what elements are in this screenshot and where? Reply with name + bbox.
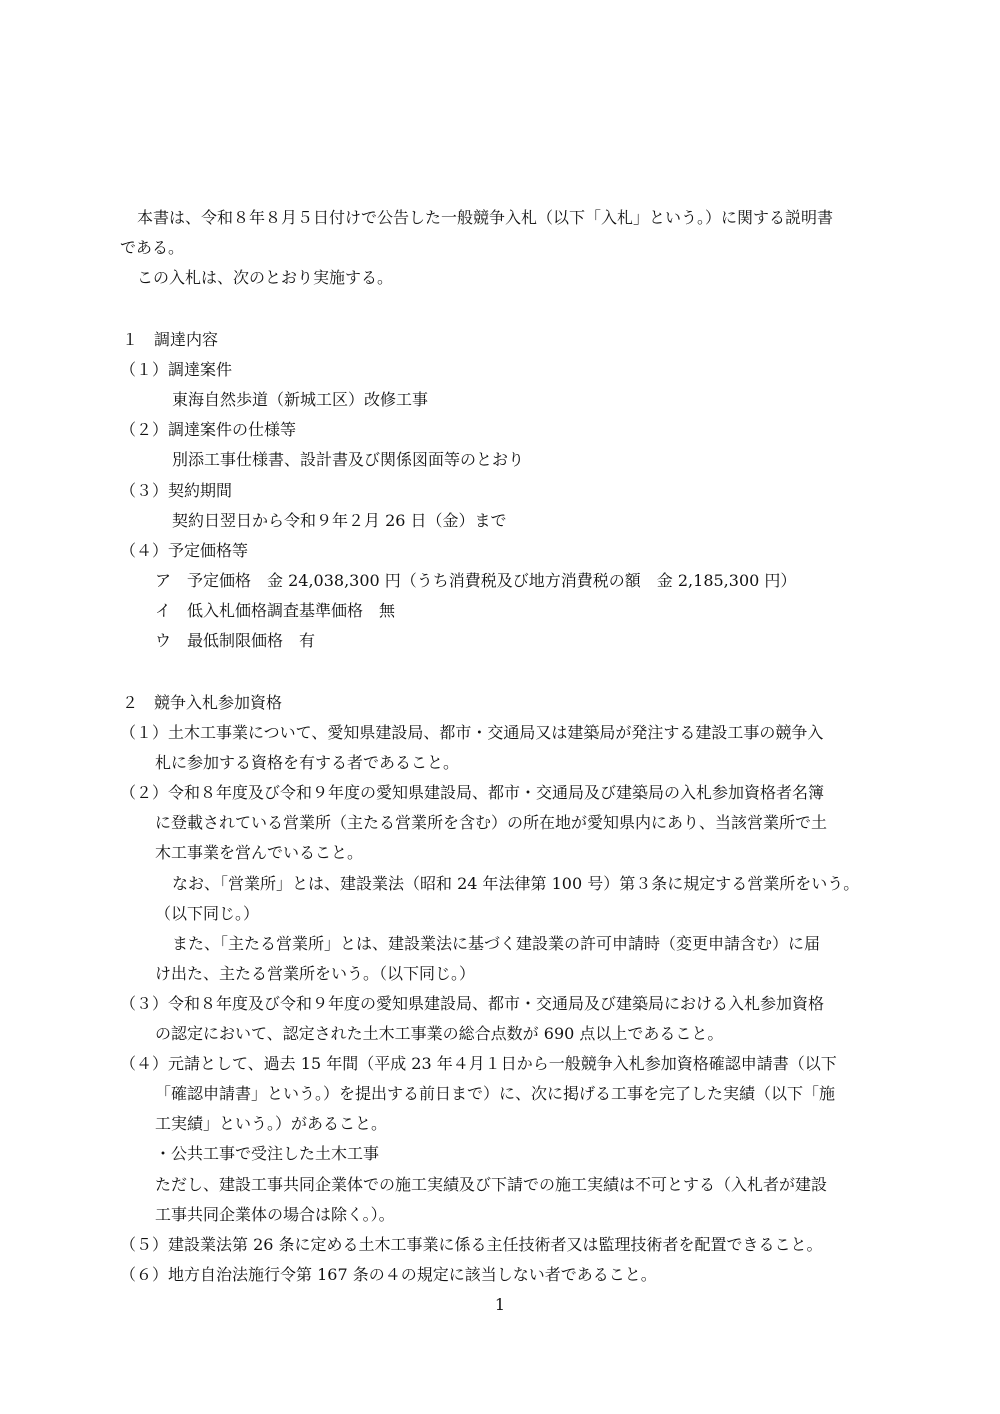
section-1-item-2-title: （２）調達案件の仕様等 [120, 420, 297, 439]
section-2-item-1-line-2: 札に参加する資格を有する者であること。 [155, 753, 460, 772]
section-2-item-2-line-3: 木工事業を営んでいること。 [155, 843, 364, 862]
section-1-item-3-title: （３）契約期間 [120, 481, 233, 500]
section-2-item-3-line-2: の認定において、認定された土木工事業の総合点数が 690 点以上であること。 [155, 1024, 724, 1043]
section-2-heading: ２ 競争入札参加資格 [122, 693, 283, 712]
section-2-item-4-line-3: 工実績」という。）があること。 [155, 1114, 388, 1133]
section-2-item-2-line-7: け出た、主たる営業所をいう。（以下同じ。） [155, 964, 476, 983]
section-2-item-3-line-1: （３）令和８年度及び令和９年度の愛知県建設局、都市・交通局及び建築局における入札参加資格 [120, 994, 825, 1013]
section-2-item-2-line-4: なお、「営業所」とは、建設業法（昭和 24 年法律第 100 号）第３条に規定する営業所をいう。 [172, 874, 860, 893]
page-number: 1 [494, 1295, 506, 1314]
section-1-item-4-a: ア 予定価格 金 24,038,300 円（うち消費税及び地方消費税の額 金 2,185,300 円） [155, 571, 797, 590]
section-2-item-2-line-6: また、「主たる営業所」とは、建設業法に基づく建設業の許可申請時（変更申請含む）に届 [172, 934, 821, 953]
section-1-heading: １ 調達内容 [122, 330, 219, 349]
section-2-item-1-line-1: （１）土木工事業について、愛知県建設局、都市・交通局又は建築局が発注する建設工事の競争入 [120, 723, 824, 742]
section-2-item-5: （５）建設業法第 26 条に定める土木工事業に係る主任技術者又は監理技術者を配置できること。 [120, 1235, 823, 1254]
section-1-item-1-title: （１）調達案件 [120, 360, 233, 379]
section-2-item-2-line-5: （以下同じ。） [155, 904, 260, 923]
section-1-item-3-body: 契約日翌日から令和９年２月 26 日（金）まで [172, 511, 507, 530]
section-2-item-4-line-2: 「確認申請書」という。）を提出する前日まで）に、次に掲げる工事を完了した実績（以下「施 [155, 1084, 836, 1103]
intro-line-3: この入札は、次のとおり実施する。 [137, 268, 394, 287]
section-1-item-4-title: （４）予定価格等 [120, 541, 249, 560]
section-2-item-2-line-1: （２）令和８年度及び令和９年度の愛知県建設局、都市・交通局及び建築局の入札参加資格者名簿 [120, 783, 825, 802]
section-1-item-4-u: ウ 最低制限価格 有 [155, 631, 316, 650]
section-2-item-6: （６）地方自治法施行令第 167 条の４の規定に該当しない者であること。 [120, 1265, 657, 1284]
section-1-item-4-i: イ 低入札価格調査基準価格 無 [155, 601, 396, 620]
section-2-item-2-line-2: に登載されている営業所（主たる営業所を含む）の所在地が愛知県内にあり、当該営業所で土 [155, 813, 828, 832]
section-2-item-4-line-6: 工事共同企業体の場合は除く。）。 [155, 1205, 395, 1224]
section-1-item-2-body: 別添工事仕様書、設計書及び関係図面等のとおり [172, 450, 525, 469]
section-2-item-4-line-4: ・公共工事で受注した土木工事 [155, 1144, 380, 1163]
section-2-item-4-line-5: ただし、建設工事共同企業体での施工実績及び下請での施工実績は不可とする（入札者が建設 [155, 1175, 828, 1194]
intro-line-1: 本書は、令和８年８月５日付けで公告した一般競争入札（以下「入札」という。）に関する説明書 [137, 208, 834, 227]
section-1-item-1-body: 東海自然歩道（新城工区）改修工事 [172, 390, 429, 409]
intro-line-2: である。 [120, 238, 185, 257]
section-2-item-4-line-1: （４）元請として、過去 15 年間（平成 23 年４月１日から一般競争入札参加資格確認申請書（以下 [120, 1054, 837, 1073]
